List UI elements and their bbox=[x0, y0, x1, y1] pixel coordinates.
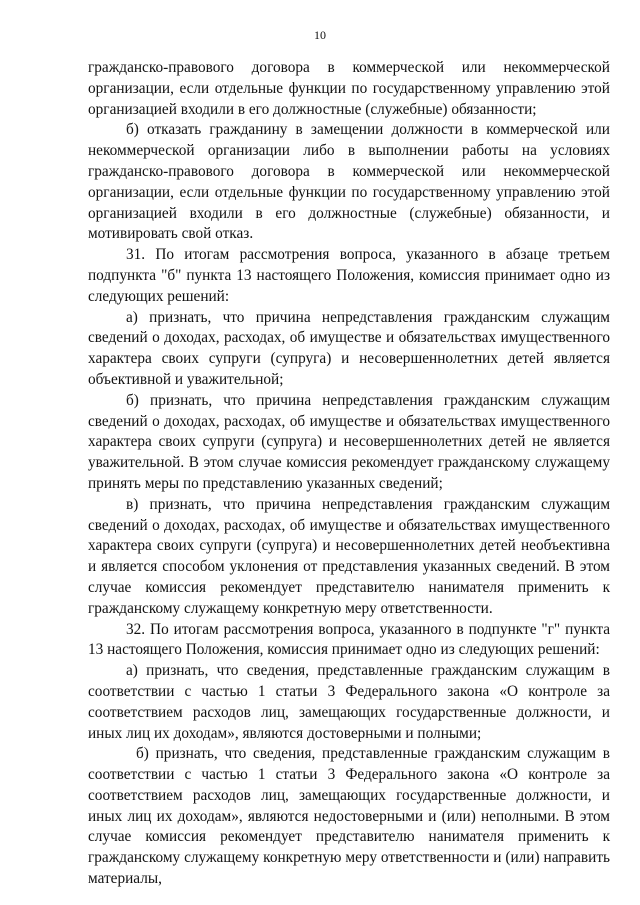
paragraph-continuation: гражданско-правового договора в коммерческой или некоммерческой организации, если отдельные функции по государственному управлению этой организацией входили в его должностные (служебные) обязанности; bbox=[88, 59, 610, 118]
page-number: 10 bbox=[314, 28, 326, 42]
paragraph-30b: б) отказать гражданину в замещении должности в коммерческой или некоммерческой организации либо в выполнении работы на условиях гражданско-правового договора в коммерческой или некоммерческой организации, если отдельные функции по государственному управлению этой организацией входили в его должностные (служебные) обязанности, и мотивировать свой отказ. bbox=[88, 121, 610, 243]
paragraph-32a: а) признать, что сведения, представленные гражданским служащим в соответствии с частью 1 статьи 3 Федерального закона «О контроле за соответствием расходов лиц, замещающих государственные должности, и иных лиц их доходам», являются достоверными и полными; bbox=[88, 662, 610, 742]
paragraph-31: 31. По итогам рассмотрения вопроса, указанного в абзаце третьем подпункта "б" пункта 13 настоящего Положения, комиссия принимает одно из следующих решений: bbox=[88, 246, 610, 305]
paragraph-32b: б) признать, что сведения, представленные гражданским служащим в соответствии с частью 1 статьи 3 Федерального закона «О контроле за соответствием расходов лиц, замещающих государственные должности, и иных лиц их доходам», являются недостоверными и (или) неполными. В этом случае комиссия рекомендует представителю нанимателя применить к гражданскому служащему конкретную меру ответственности и (или) направить материалы, bbox=[88, 745, 610, 888]
paragraph-32: 32. По итогам рассмотрения вопроса, указанного в подпункте "г" пункта 13 настоящего Положения, комиссия принимает одно из следующих решений: bbox=[88, 620, 610, 659]
paragraph-31v: в) признать, что причина непредставления гражданским служащим сведений о доходах, расходах, об имуществе и обязательствах имущественного характера своих супруги (супруга) и несовершеннолетних детей необъективна и является способом уклонения от представления указанных сведений. В этом случае комиссия рекомендует представителю нанимателя применить к гражданскому служащему конкретную меру ответственности. bbox=[88, 495, 610, 617]
paragraph-31a: а) признать, что причина непредставления гражданским служащим сведений о доходах, расходах, об имуществе и обязательствах имущественного характера своих супруги (супруга) и несовершеннолетних детей является объективной и уважительной; bbox=[88, 308, 610, 388]
paragraph-31b: б) признать, что причина непредставления гражданским служащим сведений о доходах, расходах, об имуществе и обязательствах имущественного характера своих супруги (супруга) и несовершеннолетних детей не является уважительной. В этом случае комиссия рекомендует гражданскому служащему принять меры по представлению указанных сведений; bbox=[88, 391, 610, 492]
